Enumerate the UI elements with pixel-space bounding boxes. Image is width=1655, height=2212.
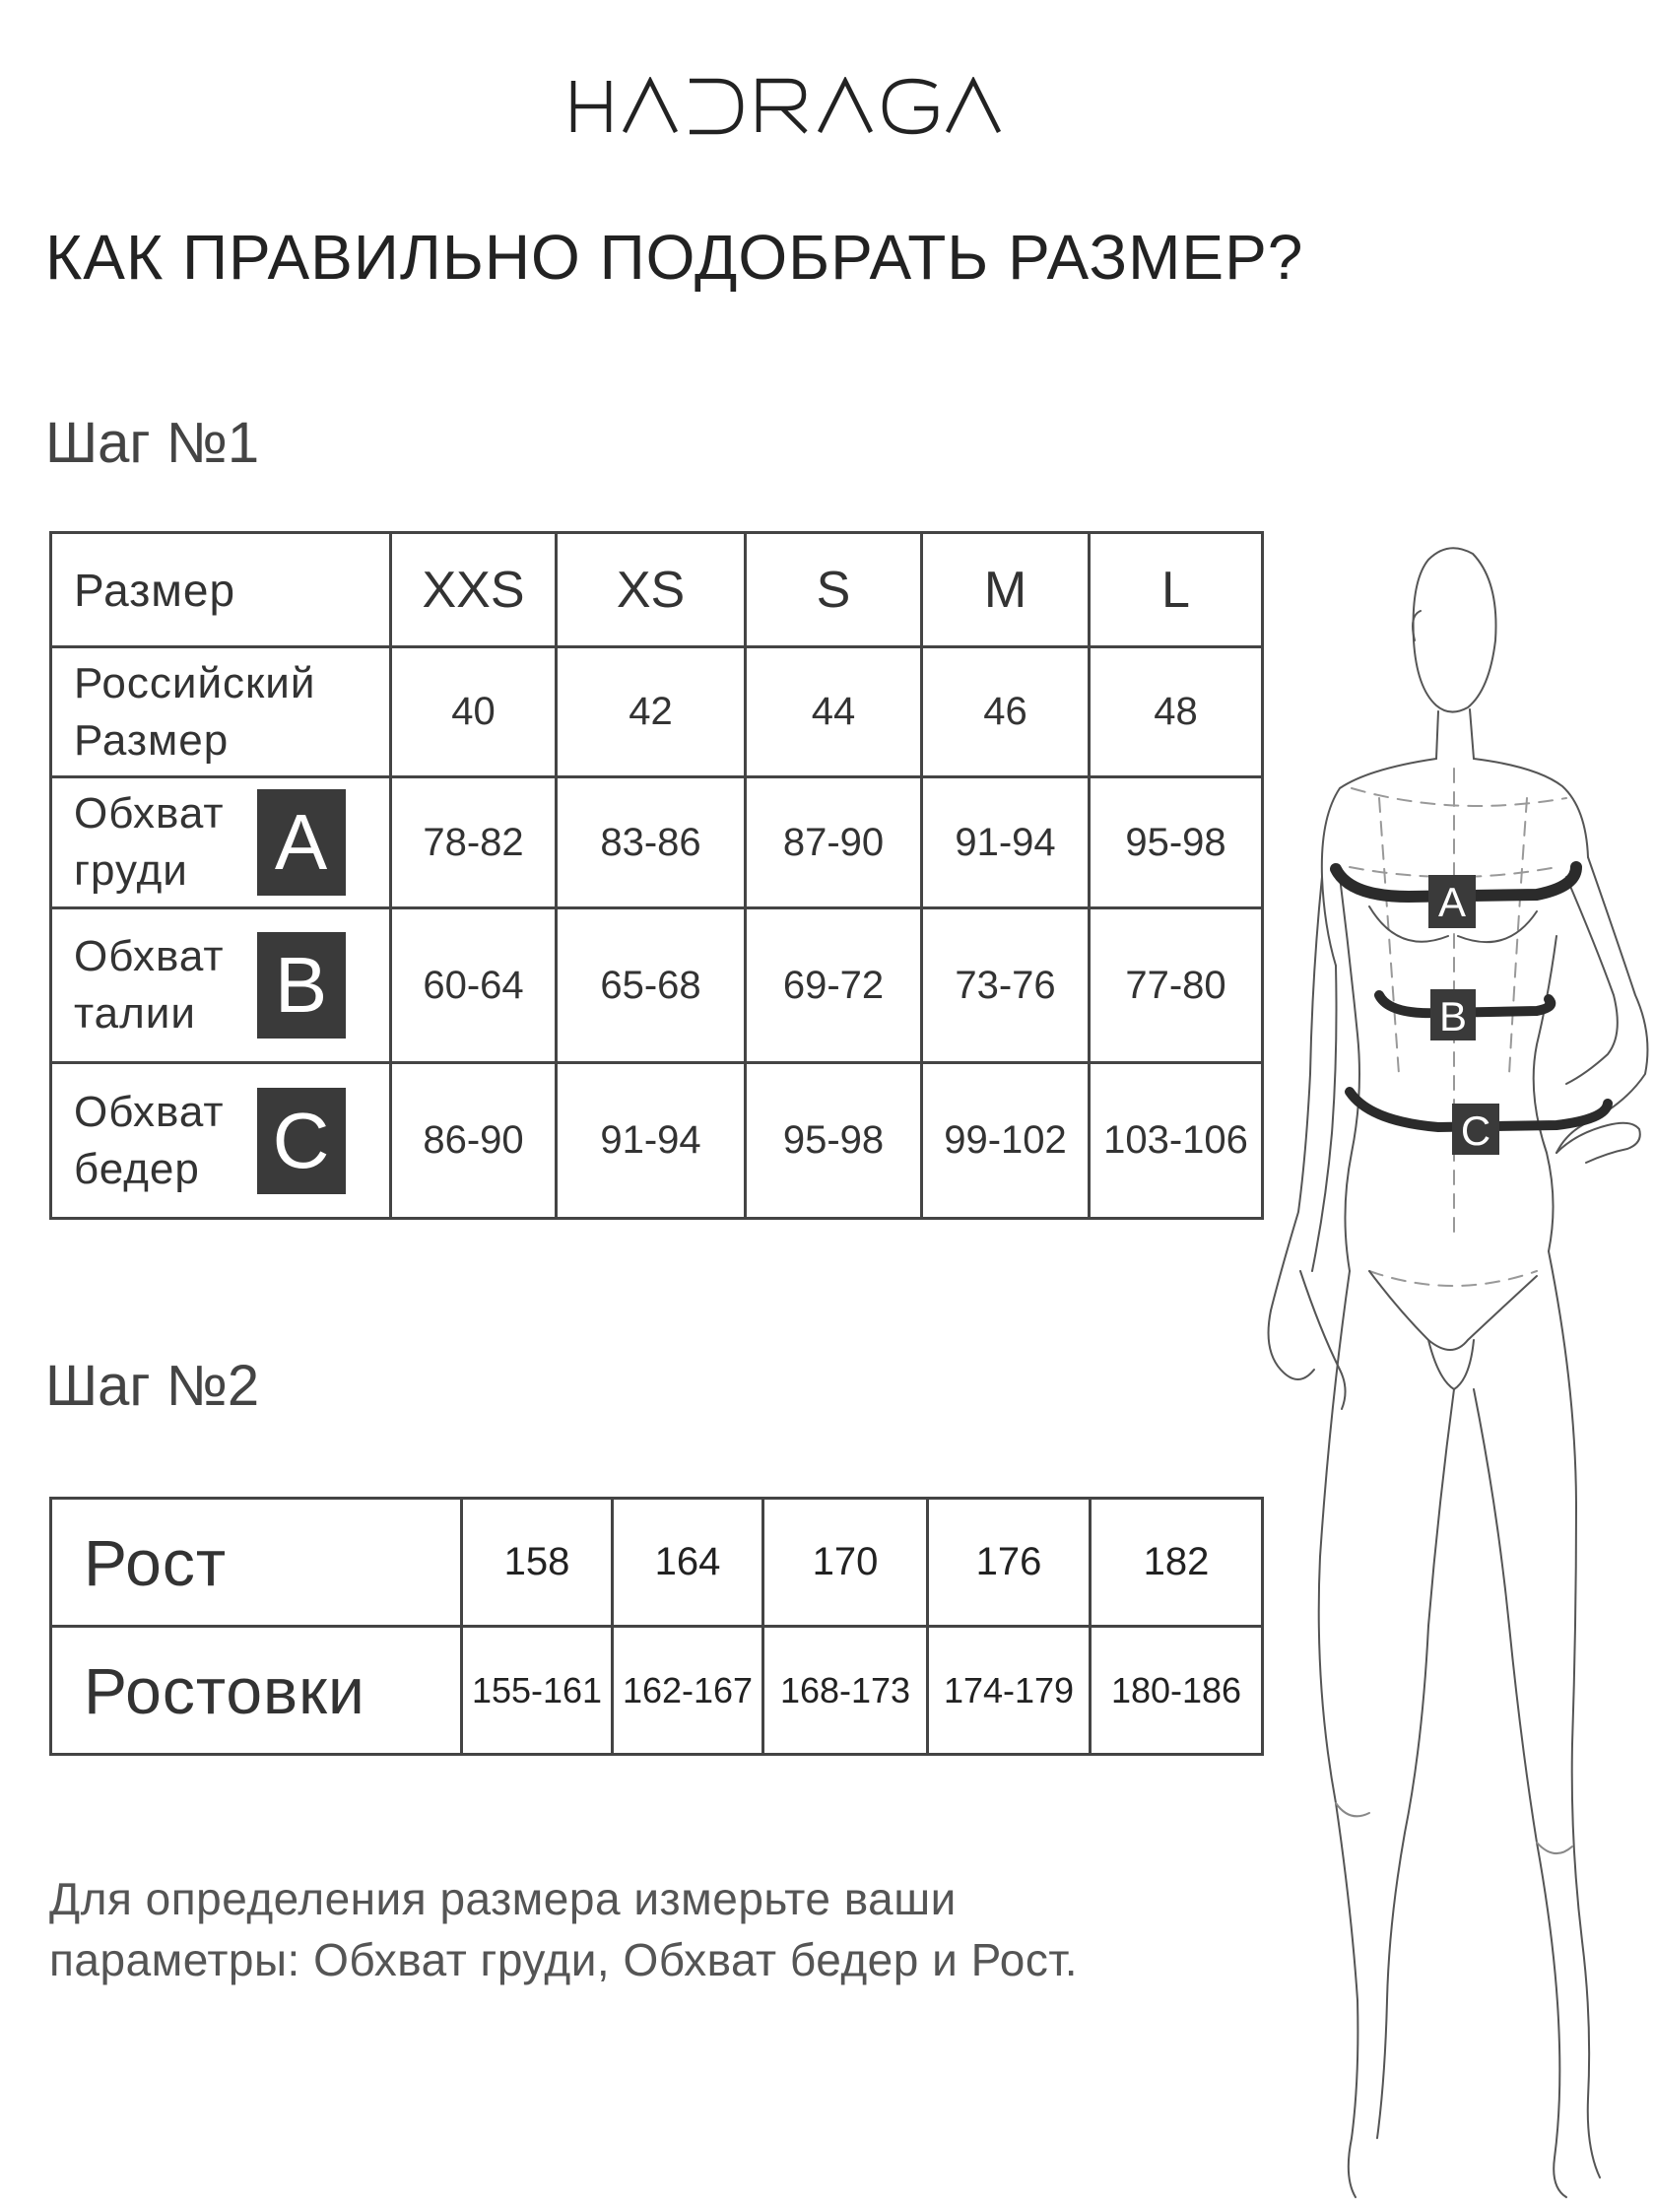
table-cell: 91-94 xyxy=(557,1063,746,1219)
size-header-cell: L xyxy=(1090,533,1263,647)
table-cell: 168-173 xyxy=(763,1627,928,1755)
table-cell: 174-179 xyxy=(928,1627,1091,1755)
table-cell: 164 xyxy=(613,1499,763,1627)
table-cell: 170 xyxy=(763,1499,928,1627)
size-header-cell: XS xyxy=(557,533,746,647)
table-cell: 78-82 xyxy=(391,777,557,908)
height-table xyxy=(49,1497,1264,1756)
waist-row xyxy=(51,908,1263,1063)
table-cell: 99-102 xyxy=(922,1063,1090,1219)
table-cell: 83-86 xyxy=(557,777,746,908)
body-measurement-figure xyxy=(1241,522,1655,2207)
table-cell: 180-186 xyxy=(1091,1627,1263,1755)
table-cell: 103-106 xyxy=(1090,1063,1263,1219)
measure-letter-c: C xyxy=(257,1088,346,1194)
table-cell: 155-161 xyxy=(462,1627,613,1755)
russian-size-label: Российский Размер xyxy=(51,647,391,777)
size-header-label: Размер xyxy=(51,533,391,647)
size-header-cell: M xyxy=(922,533,1090,647)
brand-logo xyxy=(569,77,1003,136)
hips-label: Обхват бедер C xyxy=(51,1063,391,1219)
table-cell: 44 xyxy=(746,647,922,777)
height-row xyxy=(51,1499,1263,1627)
table-cell: 77-80 xyxy=(1090,908,1263,1063)
table-cell: 86-90 xyxy=(391,1063,557,1219)
instruction-note: Для определения размера измерьте ваши параметры: Обхват груди, Обхват бедер и Рост. xyxy=(49,1873,1079,1985)
table-cell: 91-94 xyxy=(922,777,1090,908)
height-label: Рост xyxy=(51,1499,462,1627)
size-header-cell: S xyxy=(746,533,922,647)
hips-row xyxy=(51,1063,1263,1219)
figure-label-b: B xyxy=(1438,993,1468,1039)
table-cell: 162-167 xyxy=(613,1627,763,1755)
size-header-row xyxy=(51,533,1263,647)
table-cell: 95-98 xyxy=(1090,777,1263,908)
table-cell: 60-64 xyxy=(391,908,557,1063)
russian-size-row xyxy=(51,647,1263,777)
table-cell: 46 xyxy=(922,647,1090,777)
height-range-row xyxy=(51,1627,1263,1755)
size-header-cell: XXS xyxy=(391,533,557,647)
figure-label-a: A xyxy=(1437,879,1467,925)
table-cell: 40 xyxy=(391,647,557,777)
page-title: КАК ПРАВИЛЬНО ПОДОБРАТЬ РАЗМЕР? xyxy=(45,222,1304,293)
table-cell: 95-98 xyxy=(746,1063,922,1219)
size-table xyxy=(49,531,1264,1220)
step2-title: Шаг №2 xyxy=(45,1354,260,1418)
table-cell: 65-68 xyxy=(557,908,746,1063)
measure-letter-b: B xyxy=(257,932,346,1039)
figure-label-c: C xyxy=(1460,1107,1491,1154)
waist-label: Обхват талии B xyxy=(51,908,391,1063)
chest-row xyxy=(51,777,1263,908)
table-cell: 73-76 xyxy=(922,908,1090,1063)
height-range-label: Ростовки xyxy=(51,1627,462,1755)
step1-title: Шаг №1 xyxy=(45,411,260,475)
table-cell: 182 xyxy=(1091,1499,1263,1627)
table-cell: 42 xyxy=(557,647,746,777)
measure-letter-a: A xyxy=(257,789,346,896)
table-cell: 69-72 xyxy=(746,908,922,1063)
chest-label: Обхват груди A xyxy=(51,777,391,908)
table-cell: 48 xyxy=(1090,647,1263,777)
table-cell: 158 xyxy=(462,1499,613,1627)
table-cell: 87-90 xyxy=(746,777,922,908)
table-cell: 176 xyxy=(928,1499,1091,1627)
